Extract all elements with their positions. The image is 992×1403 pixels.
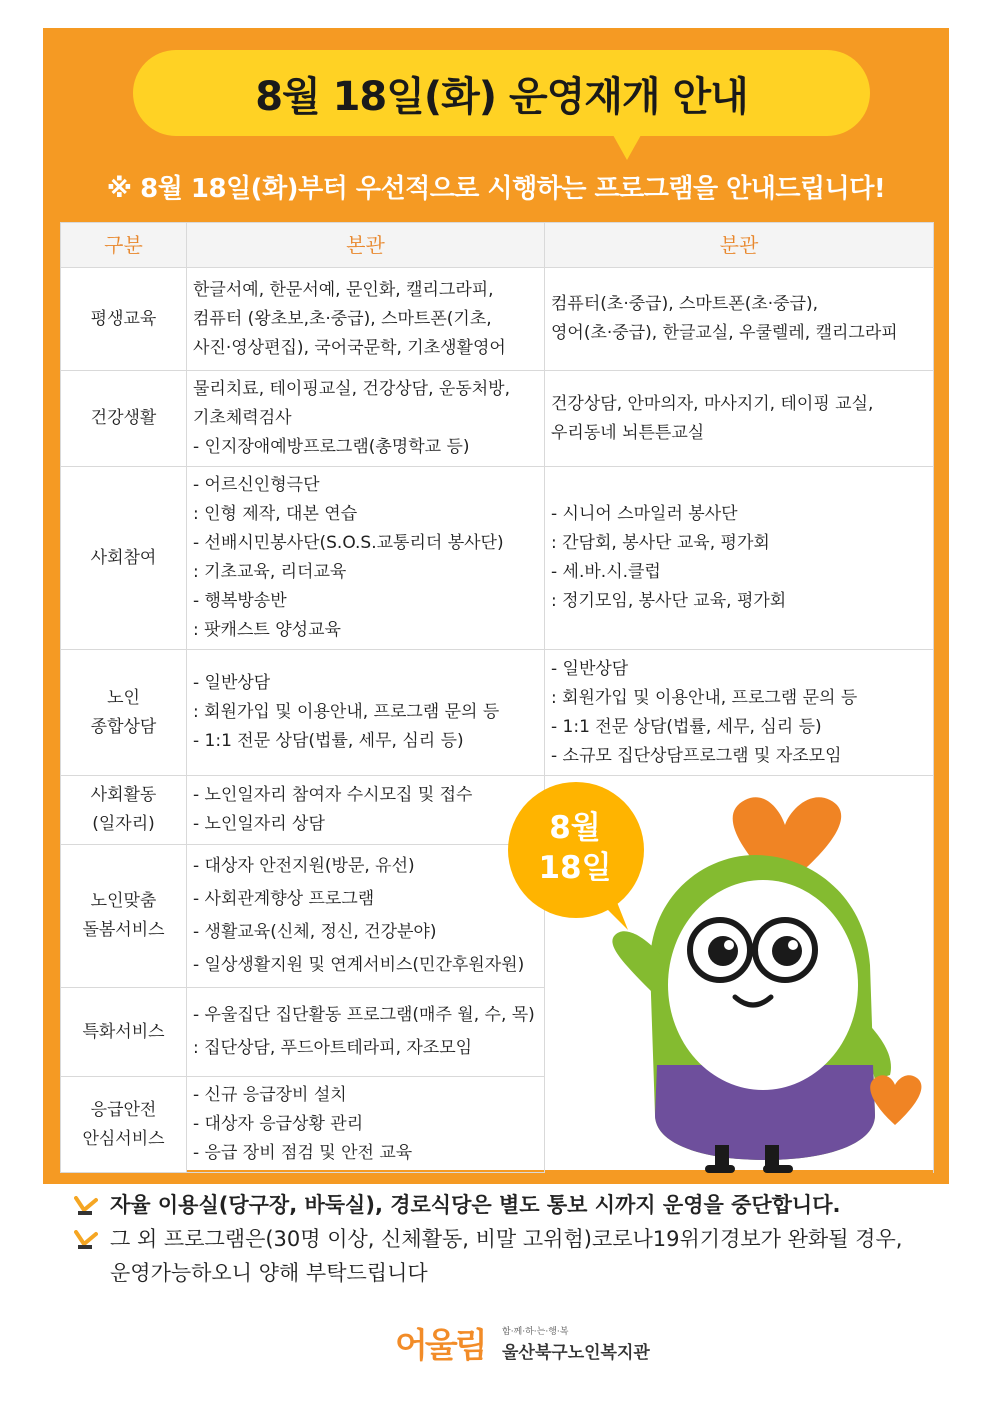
notice-item [70, 1188, 950, 1222]
row-category: 특화서비스 [61, 988, 187, 1077]
table-row [61, 650, 934, 776]
logo-mark: 어울림 [395, 1326, 485, 1366]
table-row [61, 371, 934, 467]
row-category: 사회활동 (일자리) [61, 776, 187, 845]
header-main-hall: 본관 [187, 223, 545, 268]
notice-item [70, 1222, 950, 1290]
notice-text: 그 외 프로그램은(30명 이상, 신체활동, 비말 고위험)코로나19위기경보가 완화될 경우, 운영가능하오니 양해 부탁드립니다 [110, 1227, 903, 1285]
row-main: - 대상자 안전지원(방문, 유선) - 사회관계향상 프로그램 - 생활교육(신체, 정신, 건강분야) - 일상생활지원 및 연계서비스(민간후원자원) [187, 845, 545, 988]
organization-logo [395, 1318, 655, 1368]
check-icon [70, 1188, 110, 1218]
row-main: 한글서예, 한문서예, 문인화, 캘리그라피, 컴퓨터 (왕초보,초·중급), 스마트폰(기초, 사진·영상편집), 국어국문학, 기초생활영어 [187, 268, 545, 371]
mascot-character-illustration [595, 785, 930, 1177]
notice-list [70, 1188, 950, 1290]
table-row [61, 268, 934, 371]
organization-name: 울산북구노인복지관 [502, 1343, 650, 1363]
check-icon [70, 1222, 110, 1252]
page-title: 8월 18일(화) 운영재개 안내 [255, 73, 748, 120]
row-branch: 컴퓨터(초·중급), 스마트폰(초·중급), 영어(초·중급), 한글교실, 우쿨렐레, 캘리그라피 [545, 268, 934, 371]
row-main: - 우울집단 집단활동 프로그램(매주 월, 수, 목) : 집단상담, 푸드아트테라피, 자조모임 [187, 988, 545, 1077]
row-branch: 건강상담, 안마의자, 마사지기, 테이핑 교실, 우리동네 뇌튼튼교실 [545, 371, 934, 467]
subtitle: ※ 8월 18일(화)부터 우선적으로 시행하는 프로그램을 안내드립니다! [106, 174, 886, 204]
row-main: - 어르신인형극단 : 인형 제작, 대본 연습 - 선배시민봉사단(S.O.S.교통리더 봉사단) : 기초교육, 리더교육 - 행복방송반 : 팟캐스트 양성교육 [187, 467, 545, 650]
row-category: 사회참여 [61, 467, 187, 650]
notice-text: 자율 이용실(당구장, 바둑실), 경로식당은 별도 통보 시까지 운영을 중단합니다. [110, 1193, 841, 1217]
row-branch: - 일반상담 : 회원가입 및 이용안내, 프로그램 문의 등 - 1:1 전문 상담(법률, 세무, 심리 등) - 소규모 집단상담프로그램 및 자조모임 [545, 650, 934, 776]
row-main: - 노인일자리 참여자 수시모집 및 접수 - 노인일자리 상담 [187, 776, 545, 845]
row-main: - 신규 응급장비 설치 - 대상자 응급상황 관리 - 응급 장비 점검 및 안전 교육 [187, 1077, 545, 1173]
row-category: 노인맞춤 돌봄서비스 [61, 845, 187, 988]
title-bubble [133, 50, 870, 136]
row-category: 평생교육 [61, 268, 187, 371]
date-badge-text: 8월 18일 [538, 810, 612, 886]
row-category: 응급안전 안심서비스 [61, 1077, 187, 1173]
header-branch-hall: 분관 [545, 223, 934, 268]
row-category: 건강생활 [61, 371, 187, 467]
row-branch: - 시니어 스마일러 봉사단 : 간담회, 봉사단 교육, 평가회 - 세.바.시.클럽 : 정기모임, 봉사단 교육, 평가회 [545, 467, 934, 650]
table-row [61, 467, 934, 650]
table-header-row [61, 223, 934, 268]
logo-tagline: 함·께·하·는·행·복 [502, 1327, 569, 1337]
header-category: 구분 [61, 223, 187, 268]
row-main: 물리치료, 테이핑교실, 건강상담, 운동처방, 기초체력검사 - 인지장애예방프로그램(총명학교 등) [187, 371, 545, 467]
row-main: - 일반상담 : 회원가입 및 이용안내, 프로그램 문의 등 - 1:1 전문 상담(법률, 세무, 심리 등) [187, 650, 545, 776]
row-category: 노인 종합상담 [61, 650, 187, 776]
